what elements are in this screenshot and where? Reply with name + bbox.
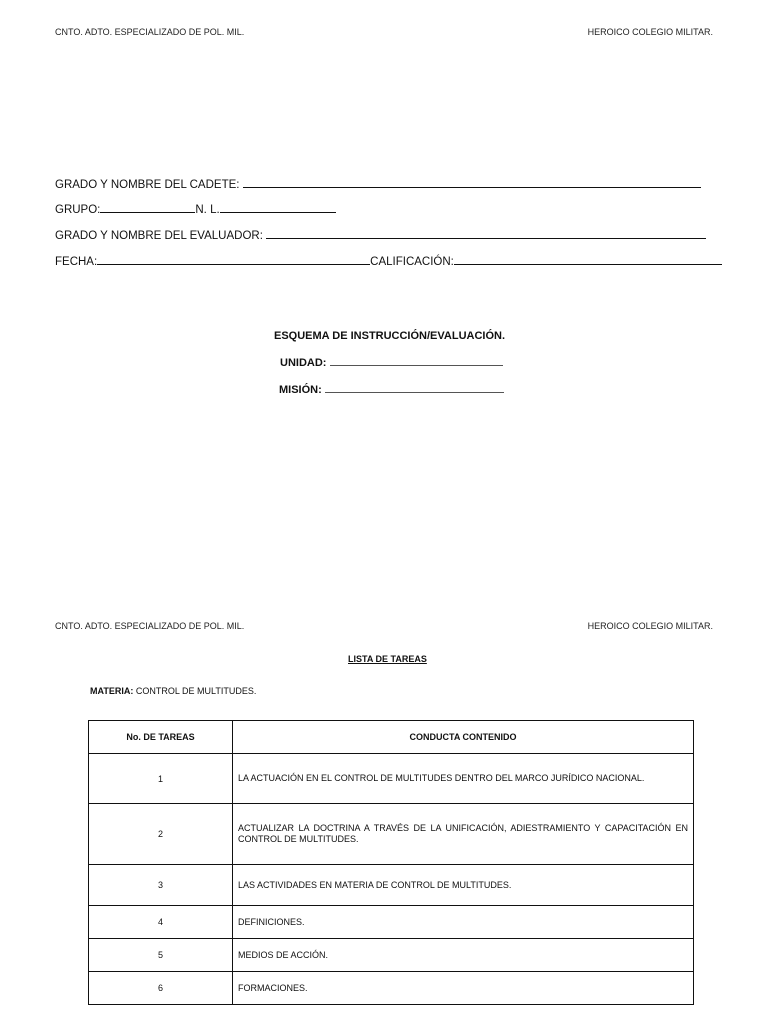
materia-row: [90, 686, 256, 696]
cadete-row: [55, 176, 701, 191]
tareas-table: [88, 720, 694, 1005]
materia-label: MATERIA:: [90, 686, 134, 696]
task-number: 2: [89, 804, 233, 865]
table-row: [89, 865, 694, 906]
nl-blank[interactable]: [250, 201, 336, 213]
calificacion-label: CALIFICACIÓN:: [370, 256, 454, 268]
fecha-label: FECHA:: [55, 256, 98, 268]
grupo-row: [55, 201, 336, 216]
calificacion-blank[interactable]: [454, 253, 722, 265]
task-text: DEFINICIONES.: [233, 906, 694, 939]
table-row: [89, 906, 694, 939]
evaluador-row: [55, 227, 706, 242]
nl-blank-short[interactable]: [220, 201, 250, 213]
mision-blank[interactable]: [325, 382, 504, 393]
task-number: 3: [89, 865, 233, 906]
header-conducta: CONDUCTA CONTENIDO: [233, 721, 694, 754]
table-row: [89, 804, 694, 865]
cadete-label: GRADO Y NOMBRE DEL CADETE:: [55, 179, 240, 191]
table-row: [89, 939, 694, 972]
header-no-tareas: No. DE TAREAS: [89, 721, 233, 754]
table-header-row: [89, 721, 694, 754]
task-text: LA ACTUACIÓN EN EL CONTROL DE MULTITUDES DENTRO DEL MARCO JURÍDICO NACIONAL.: [233, 754, 694, 804]
table-row: [89, 972, 694, 1005]
fecha-row: [55, 253, 722, 268]
evaluador-blank[interactable]: [266, 227, 706, 239]
mision-row: [279, 382, 504, 396]
task-number: 5: [89, 939, 233, 972]
page2-header-right: HEROICO COLEGIO MILITAR.: [587, 621, 713, 631]
unidad-blank[interactable]: [330, 355, 503, 366]
nl-label: N. L.: [195, 204, 220, 216]
task-number: 6: [89, 972, 233, 1005]
unidad-row: [280, 355, 503, 369]
unidad-label: UNIDAD:: [280, 357, 327, 369]
task-number: 4: [89, 906, 233, 939]
materia-value: CONTROL DE MULTITUDES.: [133, 686, 257, 696]
task-text: FORMACIONES.: [233, 972, 694, 1005]
task-text: LAS ACTIVIDADES EN MATERIA DE CONTROL DE MULTITUDES.: [233, 865, 694, 906]
page2-header-left: CNTO. ADTO. ESPECIALIZADO DE POL. MIL.: [55, 621, 245, 631]
table-row: [89, 754, 694, 804]
task-number: 1: [89, 754, 233, 804]
evaluador-label: GRADO Y NOMBRE DEL EVALUADOR:: [55, 230, 263, 242]
lista-title: LISTA DE TAREAS: [348, 654, 427, 664]
task-text: MEDIOS DE ACCIÓN.: [233, 939, 694, 972]
cadete-blank[interactable]: [243, 176, 701, 188]
esquema-title: ESQUEMA DE INSTRUCCIÓN/EVALUACIÓN.: [274, 330, 506, 342]
header-left: CNTO. ADTO. ESPECIALIZADO DE POL. MIL.: [55, 27, 245, 37]
header-right: HEROICO COLEGIO MILITAR.: [587, 27, 713, 37]
grupo-label: GRUPO:: [55, 204, 101, 216]
task-text: ACTUALIZAR LA DOCTRINA A TRAVÉS DE LA UNIFICACIÓN, ADIESTRAMIENTO Y CAPACITACIÓN EN CONTROL DE MULTITUDES.: [233, 804, 694, 865]
grupo-blank[interactable]: [100, 201, 195, 213]
mision-label: MISIÓN:: [279, 384, 322, 396]
fecha-blank[interactable]: [97, 253, 370, 265]
